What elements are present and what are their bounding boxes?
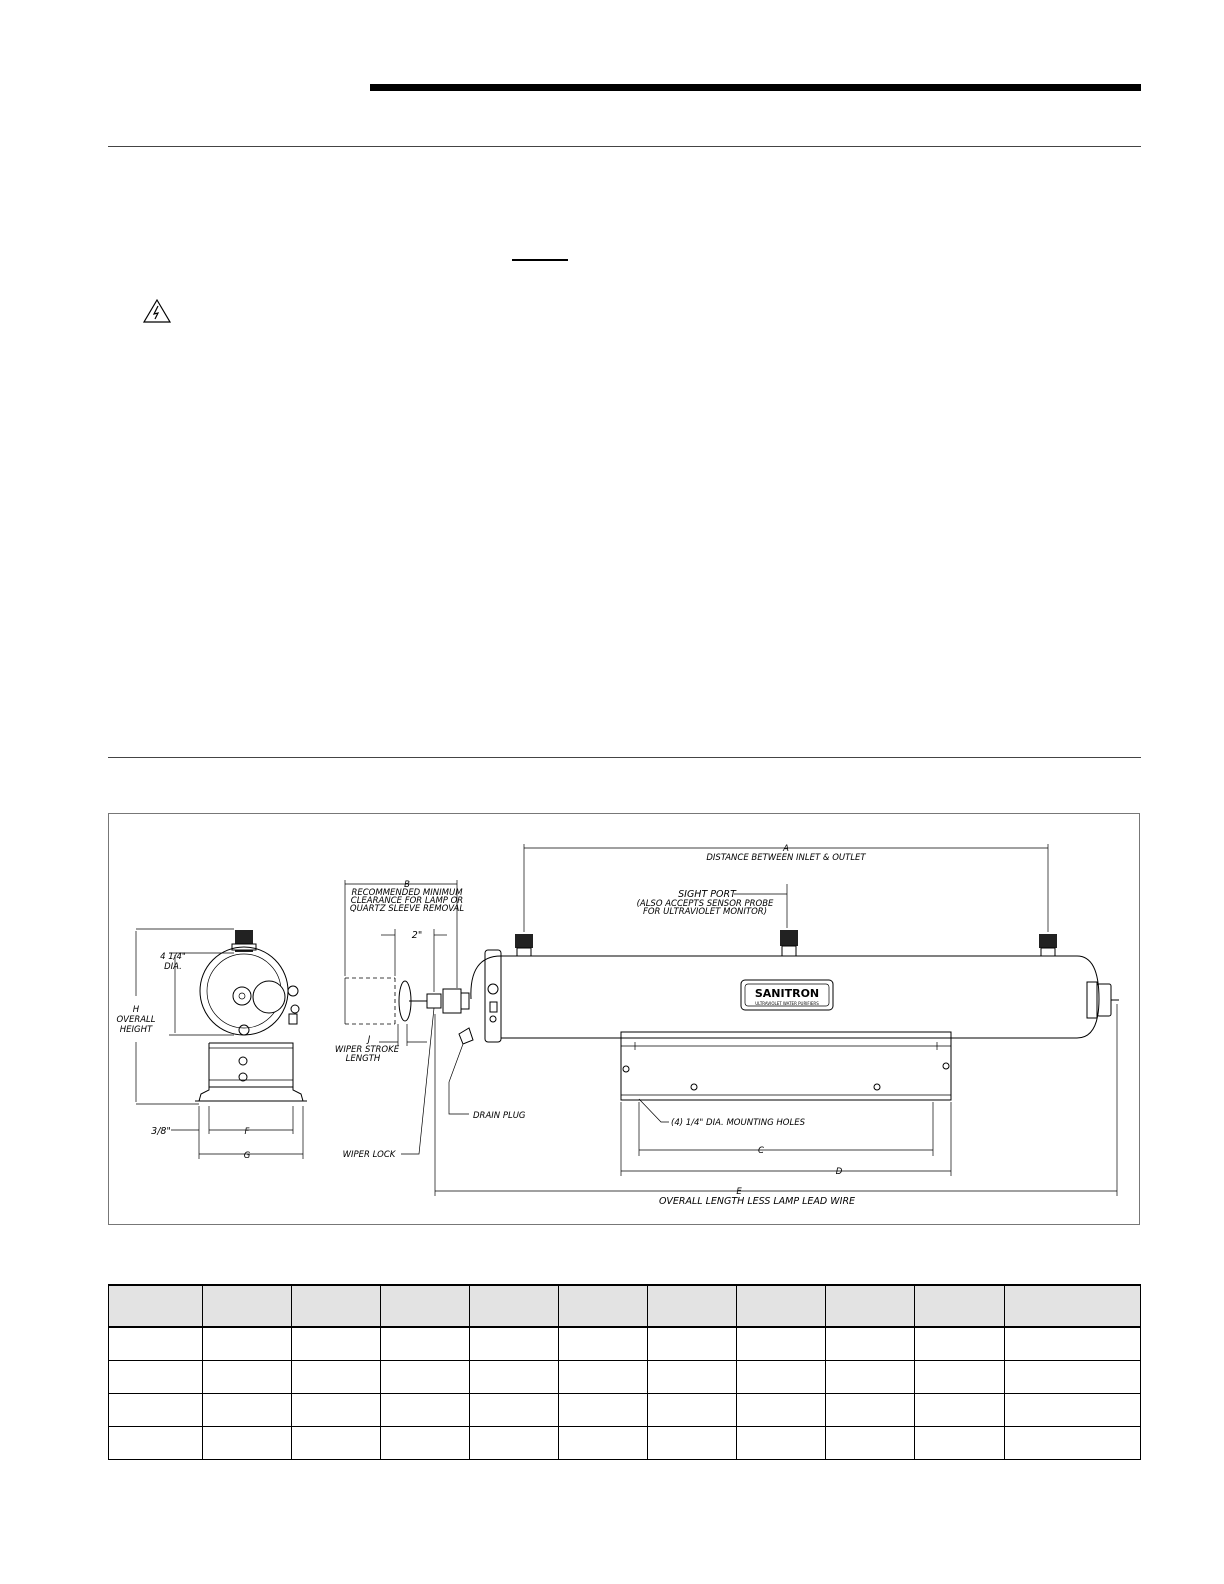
table-header-cell	[737, 1285, 826, 1327]
mounting-holes-label: (4) 1/4" DIA. MOUNTING HOLES	[671, 1118, 805, 1128]
table-cell	[203, 1427, 292, 1460]
table-cell	[109, 1427, 203, 1460]
table-cell	[203, 1327, 292, 1361]
table-row	[109, 1361, 1141, 1394]
table-cell	[470, 1361, 559, 1394]
table-cell	[648, 1361, 737, 1394]
table-cell	[203, 1361, 292, 1394]
table-row	[109, 1327, 1141, 1361]
table-cell	[737, 1361, 826, 1394]
table-cell	[292, 1361, 381, 1394]
table-cell	[915, 1427, 1005, 1460]
table-cell	[109, 1394, 203, 1427]
table-cell	[1005, 1394, 1141, 1427]
table-header-cell	[109, 1285, 203, 1327]
end-view	[116, 929, 307, 1161]
table-cell	[1005, 1361, 1141, 1394]
dimensions-table	[108, 1284, 1141, 1460]
dim-b-letter: B	[404, 880, 410, 890]
table-cell	[470, 1327, 559, 1361]
dim-d-letter: D	[835, 1167, 843, 1177]
table-cell	[915, 1394, 1005, 1427]
section-divider-bottom	[108, 757, 1141, 758]
table-cell	[381, 1427, 470, 1460]
header-bar	[370, 84, 1141, 91]
dim-diameter-label: DIA.	[164, 962, 182, 972]
table-cell	[1005, 1427, 1141, 1460]
table-cell	[559, 1361, 648, 1394]
dim-e-letter: E	[736, 1187, 742, 1197]
table-cell	[470, 1394, 559, 1427]
section-divider-top	[108, 146, 1141, 147]
table-cell	[648, 1427, 737, 1460]
table-cell	[292, 1427, 381, 1460]
table-cell	[381, 1394, 470, 1427]
dim-three-eighths: 3/8"	[151, 1126, 171, 1137]
table-cell	[826, 1427, 915, 1460]
table-header-cell	[292, 1285, 381, 1327]
table-header-row	[109, 1285, 1141, 1327]
table-cell	[737, 1327, 826, 1361]
table-header-cell	[203, 1285, 292, 1327]
dim-c-letter: C	[758, 1146, 764, 1156]
dim-b-desc-3: QUARTZ SLEEVE REMOVAL	[349, 904, 465, 914]
table-cell	[559, 1327, 648, 1361]
table-header-cell	[1005, 1285, 1141, 1327]
underline-mark	[512, 259, 568, 261]
table-cell	[737, 1394, 826, 1427]
side-view	[335, 844, 1119, 1207]
table-header-cell	[826, 1285, 915, 1327]
table-cell	[292, 1327, 381, 1361]
table-row	[109, 1427, 1141, 1460]
dim-h-overall: OVERALL	[116, 1015, 156, 1025]
dim-e-desc: OVERALL LENGTH LESS LAMP LEAD WIRE	[658, 1196, 856, 1207]
table-cell	[559, 1427, 648, 1460]
dim-a-desc: DISTANCE BETWEEN INLET & OUTLET	[706, 853, 866, 863]
table-cell	[826, 1327, 915, 1361]
table-cell	[381, 1327, 470, 1361]
table-cell	[826, 1394, 915, 1427]
table-cell	[203, 1394, 292, 1427]
table-header-cell	[559, 1285, 648, 1327]
electrical-hazard-icon	[142, 298, 172, 324]
dim-a-letter: A	[783, 844, 789, 854]
drain-plug-label: DRAIN PLUG	[473, 1111, 526, 1121]
table-cell	[737, 1427, 826, 1460]
dim-two-inch: 2"	[411, 930, 423, 941]
wiper-lock-label: WIPER LOCK	[342, 1150, 396, 1160]
table-cell	[470, 1427, 559, 1460]
table-header-cell	[470, 1285, 559, 1327]
dim-diameter-value: 4 1/4"	[160, 952, 186, 962]
dim-g-letter: G	[243, 1151, 251, 1161]
sanitron-logo: SANITRON	[754, 987, 820, 1000]
dim-b-desc-1: RECOMMENDED MINIMUM	[351, 888, 463, 898]
table-cell	[559, 1394, 648, 1427]
table-header-cell	[648, 1285, 737, 1327]
table-row	[109, 1394, 1141, 1427]
dim-b-desc-2: CLEARANCE FOR LAMP OR	[350, 896, 464, 906]
table-cell	[648, 1394, 737, 1427]
dimension-drawing	[108, 813, 1140, 1225]
table-cell	[826, 1361, 915, 1394]
sight-port-note-1: (ALSO ACCEPTS SENSOR PROBE	[636, 899, 774, 909]
table-cell	[109, 1361, 203, 1394]
table-cell	[648, 1327, 737, 1361]
wiper-stroke-label: WIPER STROKE	[334, 1045, 400, 1055]
dim-h-letter: H	[132, 1005, 140, 1015]
wiper-stroke-length-label: LENGTH	[345, 1054, 381, 1064]
table-cell	[381, 1361, 470, 1394]
sight-port-label: SIGHT PORT	[678, 889, 736, 900]
sight-port-note-2: FOR ULTRAVIOLET MONITOR)	[642, 907, 768, 917]
dim-h-height: HEIGHT	[119, 1025, 153, 1035]
dim-j-letter: J	[367, 1035, 371, 1045]
table-cell	[109, 1327, 203, 1361]
table-header-cell	[915, 1285, 1005, 1327]
table-cell	[915, 1361, 1005, 1394]
table-header-cell	[381, 1285, 470, 1327]
table-cell	[1005, 1327, 1141, 1361]
sanitron-logo-sub: ULTRAVIOLET WATER PURIFIERS	[755, 1001, 819, 1006]
dim-f-letter: F	[244, 1127, 250, 1137]
table-cell	[915, 1327, 1005, 1361]
table-cell	[292, 1394, 381, 1427]
